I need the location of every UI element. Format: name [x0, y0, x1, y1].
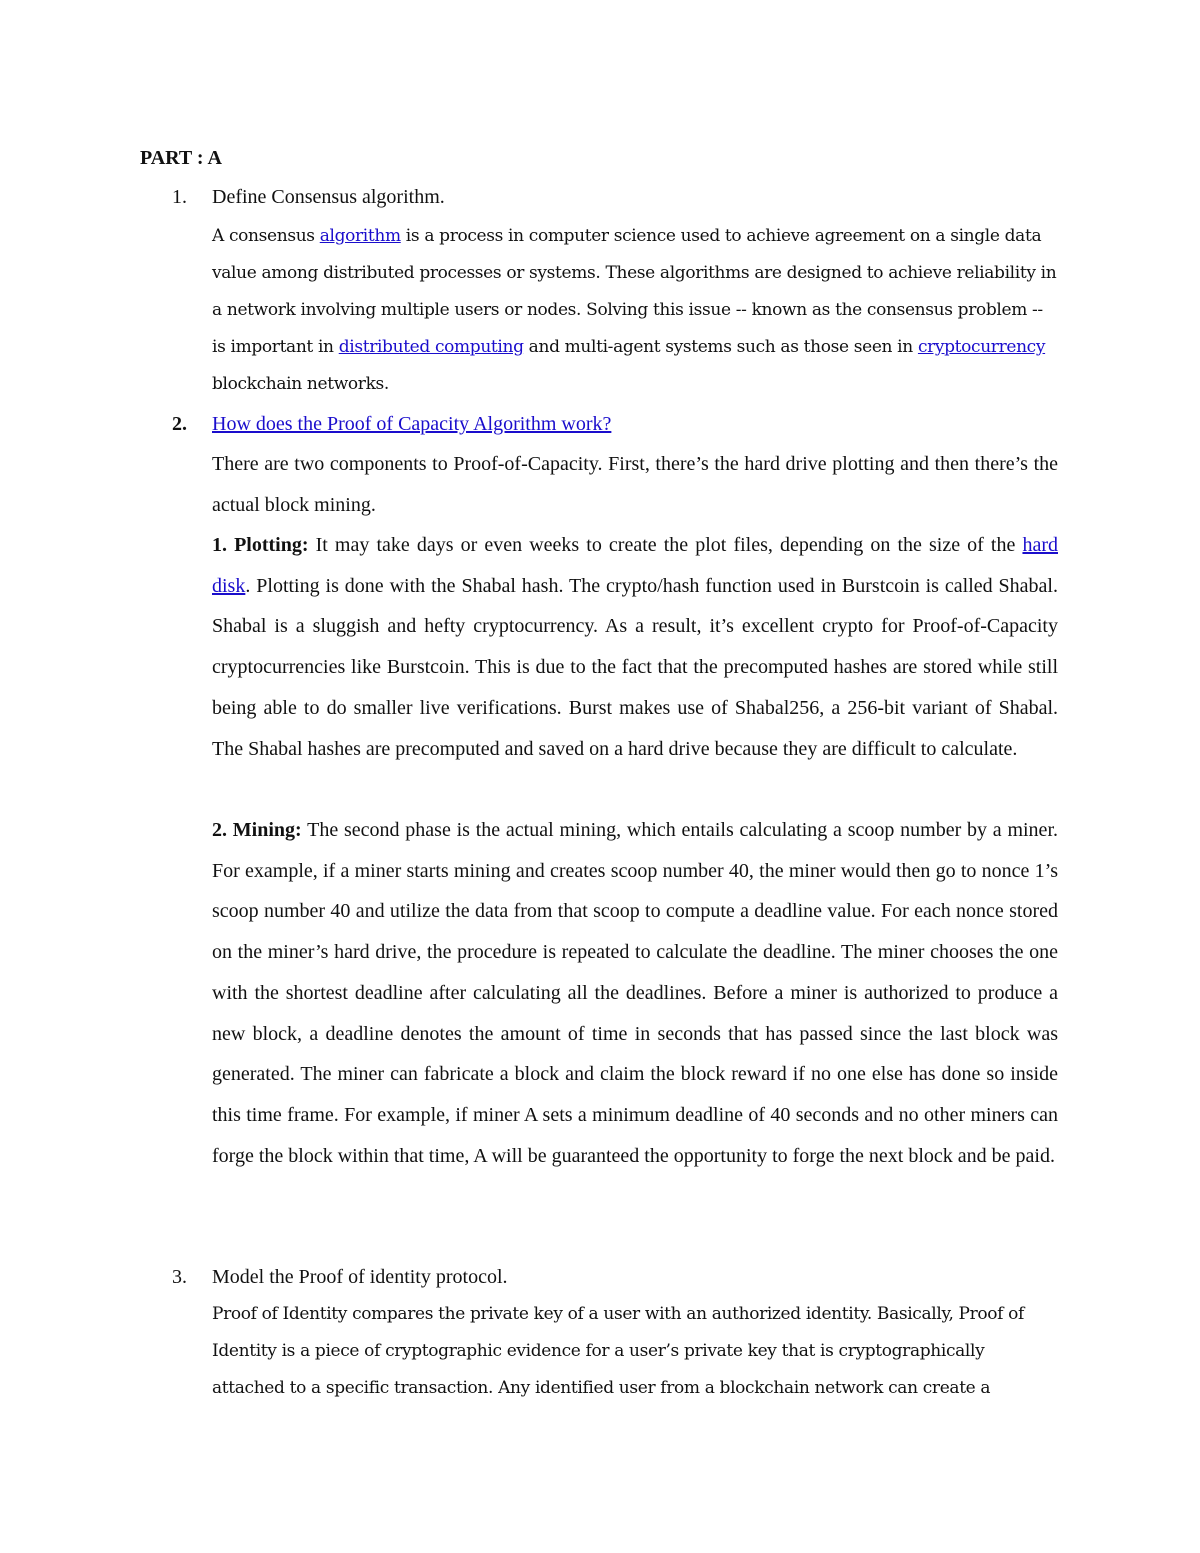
distributed-computing-link[interactable]: distributed computing: [338, 337, 524, 357]
q1-answer-text-1: A consensus: [212, 226, 320, 246]
algorithm-link[interactable]: algorithm: [319, 226, 401, 246]
q3-answer: Proof of Identity compares the private key of a user with an authorized identity. Basically, Proof of Identity is a piece of cryptographic evidence for a user’s private key that is cryptographically attached to a specific transaction. Any identified user from a blockchain network can create a: [212, 1304, 1025, 1398]
q2-question: [212, 410, 611, 438]
part-title: PART : A: [140, 147, 222, 169]
plotting-label: 1. Plotting:: [212, 534, 309, 556]
q1-answer: [212, 218, 1058, 403]
plotting-text-2: . Plotting is done with the Shabal hash. The crypto/hash function used in Burstcoin is called Shabal. Shabal is a sluggish and hefty cryptocurrency. As a result, it’s excellent crypto for Proof-of-Capacity cryptocurrencies like Burstcoin. This is due to the fact that the precomputed hashes are stored while still being able to do smaller live verifications. Burst makes use of Shabal256, a 256-bit variant of Shabal. The Shabal hashes are precomputed and saved on a hard drive because they are difficult to calculate.: [212, 574, 1058, 760]
q1-number: 1.: [172, 186, 187, 208]
q3-number: 3.: [172, 1266, 187, 1288]
q2-number: 2.: [172, 413, 187, 435]
q2-intro: There are two components to Proof-of-Capacity. First, there’s the hard drive plotting and then there’s the actual block mining.: [212, 453, 1058, 516]
mining-text: The second phase is the actual mining, which entails calculating a scoop number by a miner. For example, if a miner starts mining and creates scoop number 40, the miner would then go to nonce 1’s scoop number 40 and utilize the data from that scoop to compute a deadline value. For each nonce stored on the miner’s hard drive, the procedure is repeated to calculate the deadline. The miner chooses the one with the shortest deadline after calculating all the deadlines. Before a miner is authorized to produce a new block, a deadline denotes the amount of time in seconds that has passed since the last block was generated. The miner can fabricate a block and claim the block reward if no one else has done so inside this time frame. For example, if miner A sets a minimum deadline of 40 seconds and no other miners can forge the block within that time, A will be guaranteed the opportunity to forge the next block and be paid.: [212, 819, 1058, 1167]
mining-label: 2. Mining:: [212, 819, 302, 841]
q2-mining-paragraph: [212, 810, 1058, 1176]
plotting-text-1: It may take days or even weeks to create the plot files, depending on the size of the: [308, 534, 1023, 556]
q1-answer-text-2: is a process in computer science used to achieve agreement on a single data value among distributed processes or systems. These algorithms are designed to achieve reliability in a network involving multiple users or nodes. Solving this issue -- known as the consensus problem -- is important in: [212, 226, 1057, 357]
q1-answer-text-4: blockchain networks.: [212, 374, 389, 394]
hard-disk-link[interactable]: hard disk: [212, 534, 1058, 597]
cryptocurrency-link[interactable]: cryptocurrency: [917, 337, 1046, 357]
q3-question: Model the Proof of identity protocol.: [212, 1266, 508, 1288]
q1-answer-text-3: and multi-agent systems such as those seen in: [523, 337, 918, 357]
proof-of-capacity-link[interactable]: How does the Proof of Capacity Algorithm work?: [212, 413, 612, 435]
q1-question: Define Consensus algorithm.: [212, 186, 445, 208]
q2-plotting-paragraph: [212, 525, 1058, 769]
